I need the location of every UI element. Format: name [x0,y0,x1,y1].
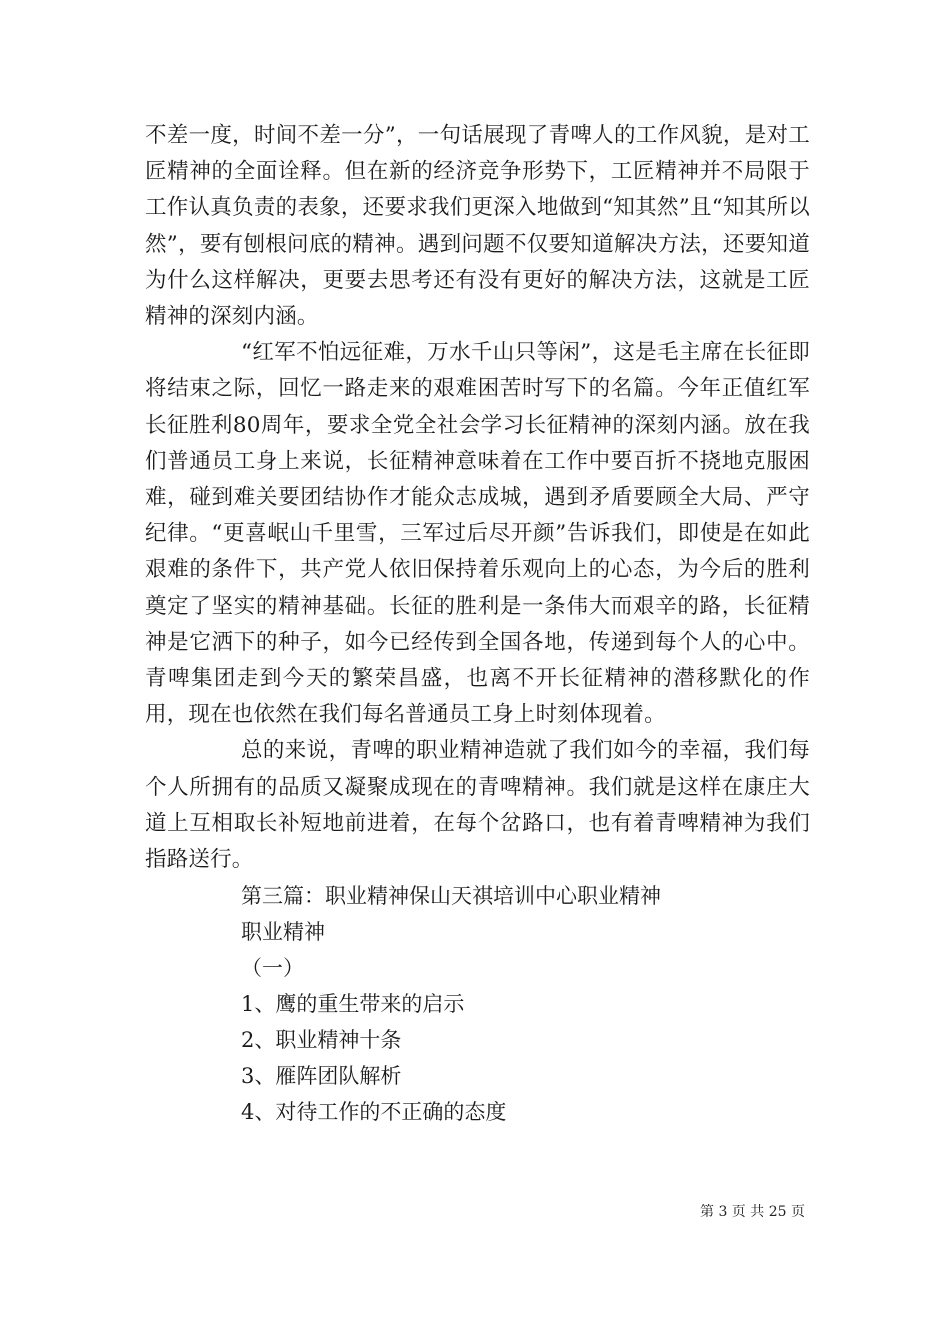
section-subtitle: 职业精神 [241,920,325,945]
list-item: 4、对待工作的不正确的态度 [241,1100,507,1125]
list-item: 3、雁阵团队解析 [241,1064,402,1089]
section-three [145,878,810,1130]
page-content [145,118,810,1130]
paragraph-long-march-spirit: “红军不怕远征难，万水千山只等闲”，这是毛主席在长征即将结束之际，回忆一路走来的艰难困苦时写下的名篇。今年正值红军长征胜利80周年，要求全党全社会学习长征精神的深刻内涵。放在我们普通员工身上来说，长征精神意味着在工作中要百折不挠地克服困难，碰到难关要团结协作才能众志成城，遇到矛盾要顾全大局、严守纪律。“更喜岷山千里雪，三军过后尽开颜”告诉我们，即使是在如此艰难的条件下，共产党人依旧保持着乐观向上的心态，为今后的胜利奠定了坚实的精神基础。长征的胜利是一条伟大而艰辛的路，长征精神是它洒下的种子，如今已经传到全国各地，传递到每个人的心中。青啤集团走到今天的繁荣昌盛，也离不开长征精神的潜移默化的作用，现在也依然在我们每名普通员工身上时刻体现着。 [145,340,810,728]
section-part-label: （一） [241,956,304,981]
paragraph-craftsman-spirit: 不差一度，时间不差一分”，一句话展现了青啤人的工作风貌，是对工匠精神的全面诠释。但在新的经济竞争形势下，工匠精神并不局限于工作认真负责的表象，还要求我们更深入地做到“知其然”且“知其所以然”，要有刨根问底的精神。遇到问题不仅要知道解决方法，还要知道为什么这样解决，更要去思考还有没有更好的解决方法，这就是工匠精神的深刻内涵。 [145,123,810,330]
list-item: 1、鹰的重生带来的启示 [241,992,465,1017]
paragraph-summary: 总的来说，青啤的职业精神造就了我们如今的幸福，我们每个人所拥有的品质又凝聚成现在的青啤精神。我们就是这样在康庄大道上互相取长补短地前进着，在每个岔路口，也有着青啤精神为我们指路送行。 [145,738,810,873]
page-number-footer: 第 3 页 共 25 页 [700,1204,805,1220]
list-item: 2、职业精神十条 [241,1028,402,1053]
section-title: 第三篇：职业精神保山天祺培训中心职业精神 [241,884,661,909]
